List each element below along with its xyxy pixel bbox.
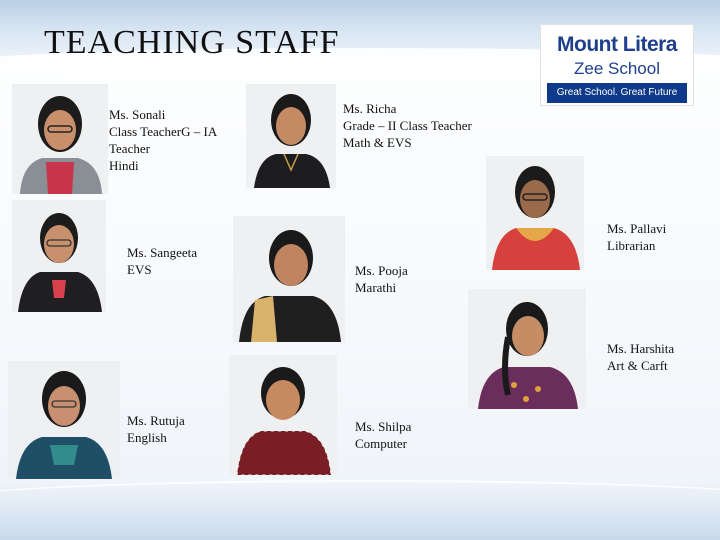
staff-name: Ms. Pallavi: [607, 221, 667, 236]
staff-caption-harshita: [607, 340, 674, 374]
logo-line-2: Zee School: [574, 59, 660, 78]
staff-subject: EVS: [127, 262, 152, 277]
logo-line-1: Mount Litera: [557, 33, 677, 56]
staff-role: Class TeacherG – IA: [109, 124, 218, 139]
school-logo: [540, 24, 694, 106]
staff-subject: Hindi: [109, 158, 139, 173]
page-title: TEACHING STAFF: [44, 24, 340, 61]
staff-caption-richa: [343, 100, 472, 151]
staff-photo-pooja: [233, 216, 345, 342]
footer-swoosh: [0, 480, 720, 522]
staff-subject: Marathi: [355, 280, 397, 295]
staff-subject: English: [127, 430, 167, 445]
staff-photo-shilpa: [229, 355, 337, 475]
staff-name: Ms. Pooja: [355, 263, 408, 278]
staff-photo-harshita: [468, 289, 586, 409]
staff-name: Ms. Sonali: [109, 107, 166, 122]
staff-role: Grade – II Class Teacher: [343, 118, 472, 133]
staff-subject: Computer: [355, 436, 407, 451]
staff-name: Ms. Rutuja: [127, 413, 185, 428]
staff-caption-sangeeta: [127, 244, 197, 278]
staff-name: Ms. Harshita: [607, 341, 675, 356]
staff-photo-pallavi: [486, 156, 584, 270]
staff-role: Teacher: [109, 141, 150, 156]
staff-caption-rutuja: [127, 412, 185, 446]
staff-role: Librarian: [607, 238, 656, 253]
staff-caption-pallavi: [607, 220, 666, 254]
staff-photo-richa: [246, 84, 336, 188]
staff-caption-shilpa: [355, 418, 411, 452]
staff-photo-sangeeta: [12, 200, 106, 312]
staff-photo-rutuja: [8, 361, 120, 479]
staff-name: Ms. Shilpa: [355, 419, 412, 434]
staff-photo-sonali: [12, 84, 108, 194]
staff-subject: Math & EVS: [343, 135, 412, 150]
staff-subject: Art & Carft: [607, 358, 668, 373]
staff-caption-sonali: [109, 106, 217, 174]
staff-name: Ms. Sangeeta: [127, 245, 198, 260]
staff-name: Ms. Richa: [343, 101, 397, 116]
logo-tagline: Great School. Great Future: [547, 83, 687, 103]
staff-caption-pooja: [355, 262, 408, 296]
